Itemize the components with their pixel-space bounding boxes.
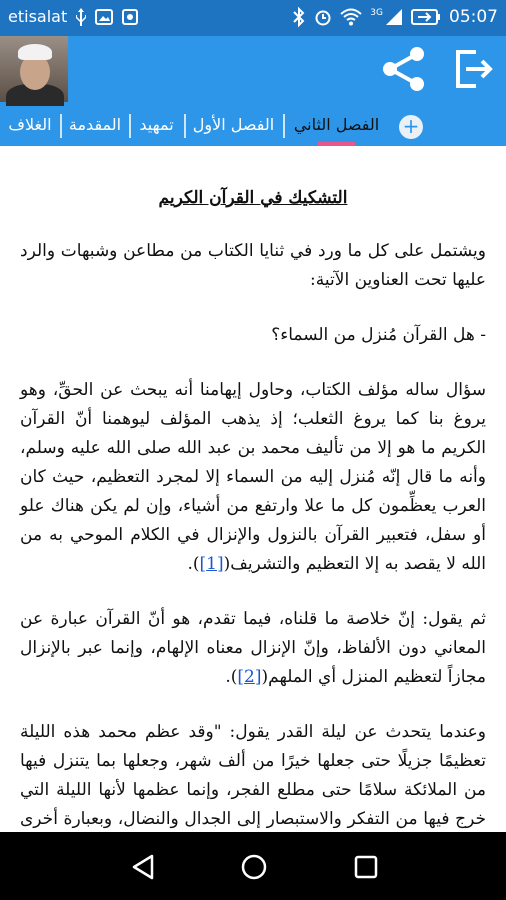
- network-type: 3G: [370, 8, 383, 18]
- paragraph-4-end: ).: [225, 667, 238, 687]
- tab-chapter-one[interactable]: [185, 106, 282, 146]
- footnote-link-1[interactable]: [1]: [199, 554, 224, 574]
- app-bar: [0, 36, 506, 106]
- add-tab-button[interactable]: +: [399, 115, 423, 139]
- article-title: التشكيك في القرآن الكريم: [158, 188, 348, 208]
- navigation-bar: [0, 832, 506, 900]
- battery-icon: [411, 8, 441, 26]
- status-left: [8, 7, 139, 26]
- tab-label: تمهيد: [139, 115, 174, 134]
- tab-label: الفصل الثاني: [293, 115, 380, 134]
- author-avatar[interactable]: [0, 36, 68, 102]
- paragraph-4-text: ثم يقول: إنّ خلاصة ما قلناه، فيما تقدم، هو أنّ القرآن عبارة عن المعاني دون الألفاظ، وإنّ الإنزال معناه الإلهام، وإنما عبر بالإنزال مجازاً لتعظيم المنزل أي الملهم(: [20, 609, 486, 687]
- tab-preface[interactable]: [130, 106, 183, 146]
- paragraph-3-end: ).: [187, 554, 200, 574]
- usb-icon: [75, 8, 87, 26]
- tab-label: الغلاف: [8, 115, 52, 134]
- carrier-label: etisalat: [8, 7, 68, 26]
- footnote-link-2[interactable]: [2]: [237, 667, 262, 687]
- tab-introduction[interactable]: [62, 106, 128, 146]
- chapter-tabs: [0, 106, 506, 146]
- tab-label: الفصل الأول: [192, 115, 275, 134]
- status-right: [292, 7, 498, 27]
- clock: 05:07: [449, 7, 498, 27]
- tab-cover[interactable]: [0, 106, 60, 146]
- home-button[interactable]: [239, 852, 269, 882]
- paragraph-3: [20, 376, 486, 579]
- tab-label: المقدمة: [68, 115, 122, 134]
- exit-icon[interactable]: [450, 46, 496, 92]
- paragraph-3-text: سؤال ساله مؤلف الكتاب، وحاول إيهامنا أنه يبحث عن الحقِّ، وهو يروغ بنا كما يروغ الثعلب؛ إذ يذهب المؤلف ليوهمنا أنّ القرآن الكريم ما هو إلا من تأليف محمد بن عبد الله صلى الله عليه وسلم، وأنه ما قال إنّه مُنزل إليه من السماء إلا لمجرد التعظيم، حيث كان العرب يعظِّمون كل ما علا وارتفع من أشياء، وإن لم يكن هناك علو أو سفل، فتعبير القرآن بالنزول والإنزال في الكلام الموحي به من الله لا يقصد به إلا التعظيم والتشريف(: [20, 380, 486, 574]
- paragraph-1: ويشتمل على كل ما ورد في ثنايا الكتاب من مطاعن وشبهات والرد عليها تحت العناوين الآتية:: [20, 241, 486, 290]
- recents-button[interactable]: [351, 852, 381, 882]
- article: [0, 146, 506, 863]
- tab-divider: [184, 114, 186, 138]
- tab-divider: [283, 114, 285, 138]
- share-icon[interactable]: [381, 46, 427, 92]
- alarm-icon: [314, 8, 332, 26]
- tab-divider: [60, 114, 62, 138]
- paragraph-5: وعندما يتحدث عن ليلة القدر يقول: "وقد عظم محمد هذه الليلة تعظيمًا جزيلًا حتى جعلها خيرًا من ألف شهر، وجعلها بما يتنزل فيها من الملائكة سلامًا حتى مطلع الفجر، وإنما عظمها لأنها الليلة التي خرج فيها من التفكر والاستبصار إلى الجدال والنضال، وبعبارة أخرى: [20, 722, 486, 829]
- paragraph-2: - هل القرآن مُنزل من السماء؟: [271, 325, 486, 345]
- paragraph-4: [20, 605, 486, 692]
- gallery-icon: [95, 8, 113, 26]
- tab-divider: [129, 114, 131, 138]
- signal-icon: [385, 8, 403, 26]
- settings-icon: [121, 8, 139, 26]
- tab-chapter-two[interactable]: [285, 106, 388, 146]
- reader-content[interactable]: [0, 146, 506, 832]
- status-bar: [0, 0, 506, 36]
- back-button[interactable]: [128, 852, 158, 882]
- wifi-icon: [340, 8, 362, 26]
- bluetooth-icon: [292, 7, 306, 27]
